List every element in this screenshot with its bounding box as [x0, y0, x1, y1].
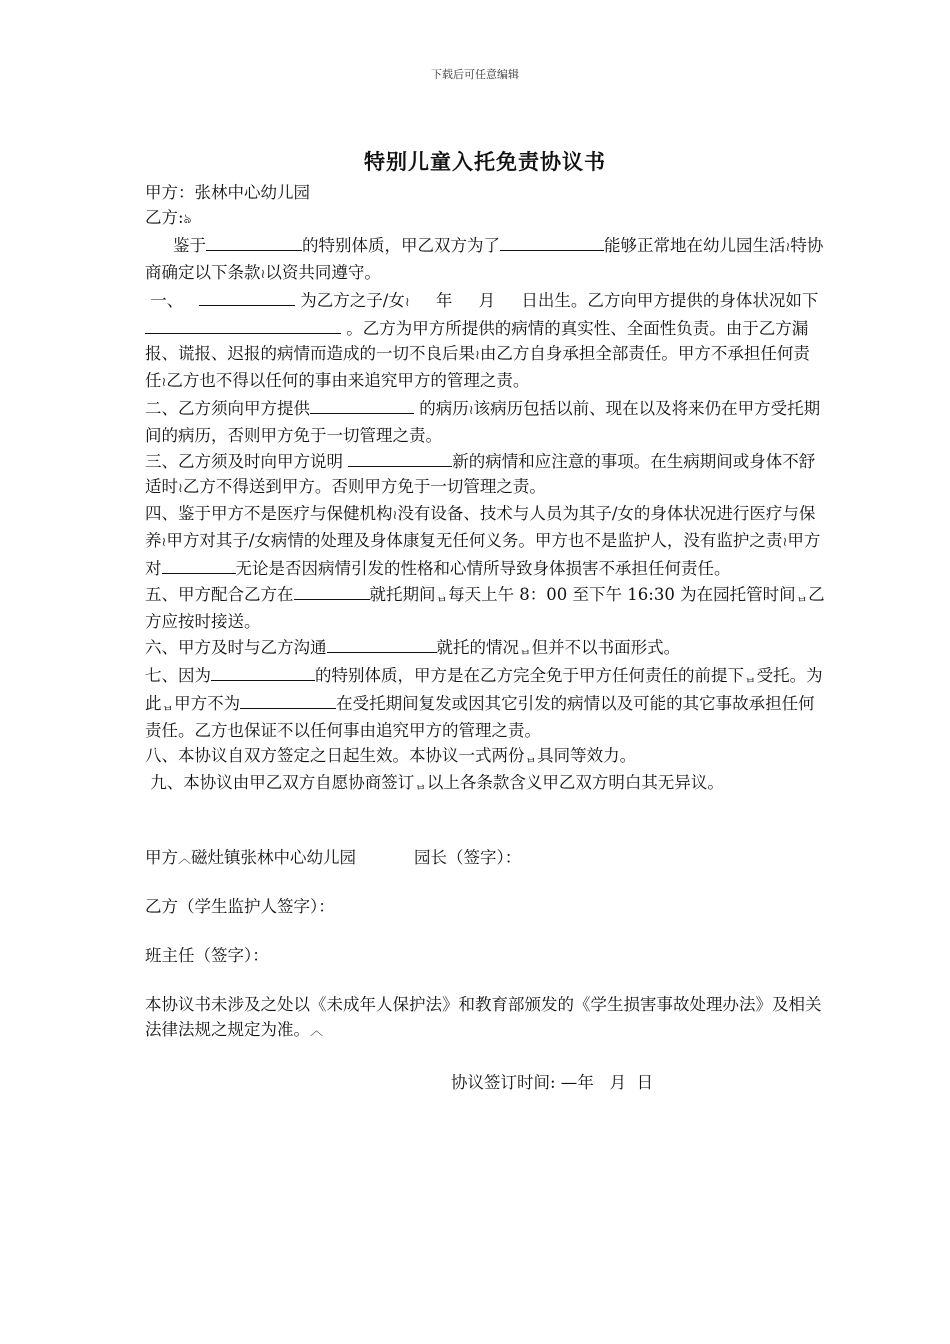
clause-text: 二、乙方须向甲方提供 [145, 399, 310, 418]
party-a-line [145, 180, 825, 205]
teacher-signature-line [145, 943, 825, 968]
child-name-blank-8[interactable] [327, 634, 437, 653]
kindergarten-name: 磁灶镇张林中心幼儿园 [191, 848, 357, 867]
clause-text: 具同等效力。 [537, 746, 637, 765]
clause-text: 无论是否因病情引发的性格和心情所导致身体损害不承担任何责任。 [235, 559, 731, 578]
clause-text: 甲方对 [145, 531, 821, 578]
signature-block [145, 845, 825, 968]
child-name-blank[interactable] [206, 232, 302, 251]
stray-mark-icon: ≀ [161, 375, 167, 390]
legal-note [145, 992, 825, 1044]
clause-7 [145, 662, 825, 743]
clause-text: 每天上午 8：00 至下午 16:30 为在园托管时间 [448, 585, 796, 604]
clause-text: 日出生。乙方向甲方提供的身体状况如下 [521, 291, 819, 310]
party-a-text: 甲方：张林中心幼儿园 [145, 183, 310, 202]
clause-text: 为乙方之子/女 [300, 291, 405, 310]
stray-mark-icon: ᆸ [744, 670, 757, 685]
clause-text: 乙方应按时接送。 [145, 585, 825, 631]
stray-mark-icon: ︿ [310, 1024, 324, 1039]
child-name-blank-2[interactable] [500, 232, 604, 251]
party-b-line [145, 205, 825, 232]
clause-text: 就托的情况 [436, 638, 519, 657]
date-day: 日 [636, 1073, 654, 1092]
stray-mark-icon: ︿ [178, 852, 192, 867]
clause-text: 九、本协议由甲乙双方自愿协商签订 [150, 773, 415, 792]
signing-date-label: 协议签订时间: [451, 1073, 556, 1092]
stray-mark-icon: ᆸ [435, 589, 449, 604]
clause-text: 以上各条款含义甲乙双方明白其无异议。 [426, 773, 724, 792]
stray-mark-icon: ≀ [468, 403, 474, 418]
stray-mark-icon: ᆸ [161, 698, 175, 713]
clause-2 [145, 395, 825, 448]
stray-mark-icon: ᆸ [524, 750, 538, 765]
party-b-signature-line [145, 894, 825, 919]
teacher-signature-label: 班主任（签字）： [145, 946, 269, 965]
intro-text: 以资共同遵守。 [265, 263, 381, 282]
health-condition-blank[interactable] [145, 315, 341, 334]
stray-mark-icon: ≀ [392, 508, 398, 523]
child-name-blank-9[interactable] [211, 662, 315, 681]
stray-mark-icon: ঌ [183, 212, 192, 227]
clause-text: 的特别体质，甲方是在乙方完全免于甲方任何责任的前提下 [315, 666, 744, 685]
child-name-blank-6[interactable] [162, 555, 236, 574]
stray-mark-icon: ≀ [178, 481, 183, 496]
party-b-text: 乙方: [145, 208, 184, 227]
clause-text: 乙方不得送到甲方。否则甲方免于一切管理之责。 [182, 477, 546, 496]
clause-text: 年 [435, 291, 453, 310]
signature-label: 甲方 [145, 848, 178, 867]
document-body [145, 146, 825, 1095]
clause-text: 由乙方自身承担全部责任。甲方不承担任何责任 [145, 344, 810, 390]
clause-4 [145, 501, 825, 581]
clause-text: 。乙方为甲方所提供的病情的真实性、全面性负责。由于乙方漏报、谎报、迟报的病情而造成的一切不良后果 [145, 319, 809, 363]
clause-text: 一、 [150, 291, 184, 310]
intro-paragraph [145, 232, 825, 287]
stray-mark-icon: ≀ [404, 295, 410, 310]
clause-text: 月 [478, 291, 496, 310]
stray-mark-icon: ≀ [161, 535, 167, 550]
clause-text: 但并不以书面形式。 [531, 638, 681, 657]
clause-text: 新的病情和应注意的事项。在生病期间或身体不舒适时 [145, 452, 816, 496]
clause-5 [145, 581, 825, 634]
clause-3 [145, 448, 825, 501]
clause-text: 八、本协议自双方签定之日起生效。本协议一式两份 [145, 746, 525, 765]
clause-text: 四、鉴于甲方不是医疗与保健机构 [145, 504, 393, 523]
date-month: 月 [609, 1073, 627, 1092]
header-note: 下载后可任意编辑 [431, 68, 519, 81]
child-name-blank-10[interactable] [240, 690, 336, 709]
clause-text: 甲方不为 [174, 694, 241, 713]
guardian-signature-label: 乙方（学生监护人签字）： [145, 897, 335, 916]
document-title: 特别儿童入托免责协议书 [364, 149, 606, 174]
clause-text: 三、乙方须及时向甲方说明 [145, 452, 343, 471]
intro-text: 的特别体质，甲乙双方为了 [302, 236, 500, 255]
intro-text: 特协商确定以下条款 [145, 236, 824, 282]
party-a-signature-line [145, 845, 825, 870]
clause-text: 乙方也不得以任何的事由来追究甲方的管理之责。 [166, 371, 530, 390]
clause-text: 甲方对其子/女病情的处理及身体康复无任何义务。甲方也不是监护人，没有监护之责 [166, 531, 783, 550]
clause-text: 就托期间 [369, 585, 436, 604]
stray-mark-icon: ᆸ [519, 642, 532, 657]
stray-mark-icon: ᆸ [795, 589, 809, 604]
stray-mark-icon: ≀ [475, 348, 480, 363]
clause-text: 在受托期间复发或因其它引发的病情以及可能的其它事故承担任何责任。乙方也保证不以任何事由追究甲方的管理之责。 [145, 694, 815, 740]
stray-mark-icon: ᆸ [414, 777, 427, 792]
child-name-blank-5[interactable] [348, 448, 452, 467]
clause-1 [145, 287, 825, 395]
clause-8 [145, 743, 825, 770]
principal-signature-label: 园长（签字）： [414, 848, 522, 867]
clause-6 [145, 634, 825, 662]
stray-mark-icon: ≀ [785, 240, 791, 255]
legal-note-text: 本协议书未涉及之处以《未成年人保护法》和教育部颁发的《学生损害事故处理办法》及相关法律法规之规定为准。 [145, 995, 822, 1039]
clause-text: 六、甲方及时与乙方沟通 [145, 638, 327, 657]
clause-text: 七、因为 [145, 666, 211, 685]
child-name-blank-7[interactable] [294, 581, 370, 600]
date-year: 年 [577, 1073, 594, 1092]
intro-text: 鉴于 [173, 236, 206, 255]
stray-mark-icon: ≀ [782, 535, 788, 550]
clause-text: 五、甲方配合乙方在 [145, 585, 294, 604]
clause-text: 的病历 [419, 399, 469, 418]
clause-text: 受托。为此 [145, 666, 823, 713]
signing-date-line: 协议签订时间: —年 月 日 [451, 1073, 654, 1092]
intro-text: 能够正常地在幼儿园生活 [604, 236, 786, 255]
clause-text: 没有设备、技术与人员为其子/女的身体状况进行医疗与保养 [145, 504, 816, 550]
stray-mark-icon: ≀ [260, 267, 266, 282]
child-name-blank-3[interactable] [199, 287, 295, 306]
clause-text: 该病历包括以前、现在以及将来仍在甲方受托期间的病历，否则甲方免于一切管理之责。 [145, 399, 821, 445]
child-name-blank-4[interactable] [310, 395, 414, 414]
clause-9 [145, 770, 825, 797]
